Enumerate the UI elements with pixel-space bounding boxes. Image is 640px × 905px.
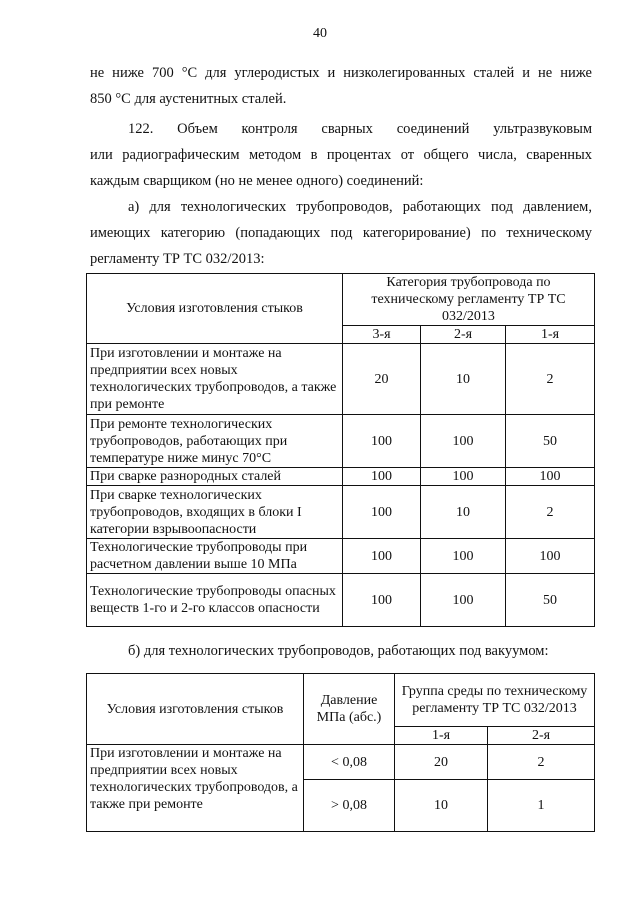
row-condition: Технологические трубопроводы при расчетном давлении выше 10 МПа [87,539,343,574]
row-value: 2 [506,486,595,539]
row-value: 10 [421,344,506,415]
text-line: имеющих категорию (попадающих под категорирование) по техническому [90,225,592,241]
column-header-pressure: Давление МПа (абс.) [304,674,395,745]
row-value: 10 [421,486,506,539]
row-value: 100 [343,486,421,539]
row-condition: При изготовлении и монтаже на предприятии всех новых технологических трубопроводов, а также при ремонте [87,745,304,832]
column-header-category: Категория трубопровода по техническому регламенту ТР ТС 032/2013 [343,274,595,326]
row-value: 100 [506,468,595,486]
table-row [87,344,595,415]
row-value: 100 [421,539,506,574]
row-value: 100 [421,574,506,627]
row-value: 100 [421,468,506,486]
row-pressure: < 0,08 [304,745,395,780]
page-number: 40 [313,26,327,41]
table-row [87,415,595,468]
row-condition: При сварке разнородных сталей [87,468,343,486]
row-value: 50 [506,574,595,627]
paragraph-annealing-temperature [90,60,592,112]
row-value: 50 [506,415,595,468]
table-row [87,574,595,627]
subheader-group-1: 1-я [395,727,488,745]
row-value: 100 [506,539,595,574]
row-pressure: > 0,08 [304,780,395,832]
table-vacuum-pipelines [86,673,595,832]
row-value: 10 [395,780,488,832]
paragraph-item-b [128,638,592,664]
text-line: б) для технологических трубопроводов, работающих под вакуумом: [128,643,549,659]
table-row [87,539,595,574]
text-line: не ниже 700 °С для углеродистых и низколегированных сталей и не ниже [90,65,592,81]
row-value: 1 [488,780,595,832]
table-row [87,486,595,539]
row-condition: При изготовлении и монтаже на предприятии всех новых технологических трубопроводов, а также при ремонте [87,344,343,415]
subheader-category-1: 1-я [506,326,595,344]
row-value: 2 [506,344,595,415]
text-line: 850 °С для аустенитных сталей. [90,91,287,107]
row-value: 20 [343,344,421,415]
subheader-group-2: 2-я [488,727,595,745]
row-value: 100 [421,415,506,468]
text-line: или радиографическим методом в процентах от общего числа, сваренных [90,147,592,163]
row-value: 100 [343,574,421,627]
subheader-category-3: 3-я [343,326,421,344]
text-line: регламенту ТР ТС 032/2013: [90,251,265,267]
table-row [87,745,595,780]
table-pressure-pipelines [86,273,595,627]
row-value: 100 [343,539,421,574]
subheader-category-2: 2-я [421,326,506,344]
row-value: 100 [343,468,421,486]
text-line: 122. Объем контроля сварных соединений ультразвуковым [128,121,592,137]
paragraph-item-a [90,194,592,272]
row-condition: При ремонте технологических трубопроводов, работающих при температуре ниже минус 70°С [87,415,343,468]
column-header-medium-group: Группа среды по техническому регламенту ТР ТС 032/2013 [395,674,595,727]
row-value: 100 [343,415,421,468]
row-condition: При сварке технологических трубопроводов, входящих в блоки I категории взрывоопасности [87,486,343,539]
column-header-conditions: Условия изготовления стыков [87,674,304,745]
paragraph-clause-122 [90,116,592,194]
row-condition: Технологические трубопроводы опасных веществ 1-го и 2-го классов опасности [87,574,343,627]
row-value: 20 [395,745,488,780]
text-line: а) для технологических трубопроводов, работающих под давлением, [128,199,592,215]
text-line: каждым сварщиком (но не менее одного) соединений: [90,173,424,189]
table-row [87,468,595,486]
column-header-conditions: Условия изготовления стыков [87,274,343,344]
row-value: 2 [488,745,595,780]
